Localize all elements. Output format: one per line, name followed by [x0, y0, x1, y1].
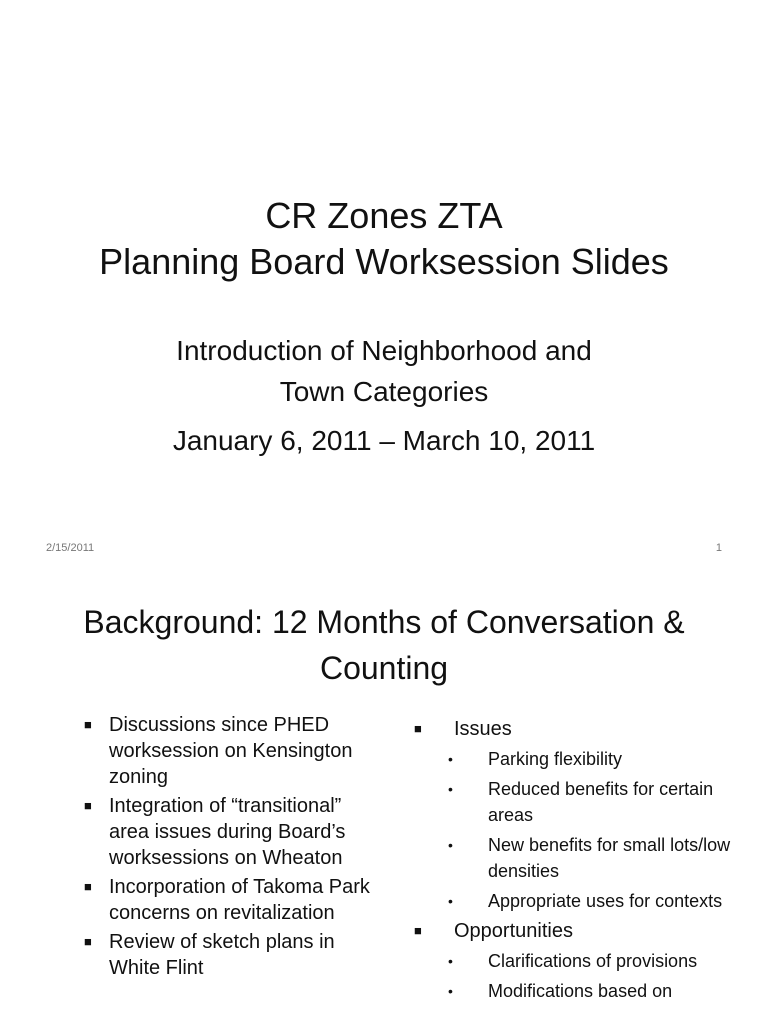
dot-bullet-icon: • — [448, 953, 453, 969]
list-item — [448, 888, 744, 914]
list-item-text: New benefits for small lots/low densities — [488, 835, 731, 881]
list-item — [448, 978, 744, 1004]
opportunities-heading — [414, 918, 744, 944]
square-bullet-icon: ■ — [84, 798, 92, 813]
dot-bullet-icon: • — [448, 751, 453, 767]
list-item — [448, 776, 744, 828]
footer-date: 2/15/2011 — [46, 542, 95, 554]
list-item — [84, 929, 374, 981]
list-item — [448, 948, 744, 974]
list-item — [84, 874, 374, 926]
dot-bullet-icon: • — [448, 983, 453, 999]
dot-bullet-icon: • — [448, 781, 453, 797]
list-item-text: Review of sketch plans in White Flint — [109, 931, 335, 979]
list-item-text: Appropriate uses for contexts — [488, 891, 723, 911]
list-item-text: Discussions since PHED worksession on Kensington zoning — [109, 714, 353, 788]
slide-subtitle — [0, 330, 768, 489]
background-slide — [0, 576, 768, 1024]
list-item-text: Integration of “transitional” area issues during Board’s worksessions on Wheaton — [109, 795, 346, 869]
date-range: January 6, 2011 – March 10, 2011 — [172, 425, 596, 456]
list-item-text: Modifications based on — [488, 981, 673, 1001]
square-bullet-icon: ■ — [414, 721, 422, 736]
issues-label: Issues — [454, 718, 512, 740]
subtitle-line-1: Introduction of Neighborhood and — [176, 335, 592, 366]
slide-number: 1 — [715, 542, 722, 554]
list-item — [84, 712, 374, 790]
left-bullet-list — [84, 712, 374, 984]
subtitle-line-2: Town Categories — [279, 376, 489, 407]
square-bullet-icon: ■ — [84, 717, 92, 732]
issues-heading — [414, 716, 744, 742]
title-line-1: Background: 12 Months of Conversation & — [83, 604, 685, 640]
square-bullet-icon: ■ — [84, 934, 92, 949]
title-line-1: CR Zones ZTA — [265, 195, 503, 236]
dot-bullet-icon: • — [448, 893, 453, 909]
title-line-2: Counting — [319, 650, 449, 686]
list-item — [448, 746, 744, 772]
square-bullet-icon: ■ — [414, 923, 422, 938]
dot-bullet-icon: • — [448, 837, 453, 853]
square-bullet-icon: ■ — [84, 879, 92, 894]
list-item-text: Parking flexibility — [488, 749, 623, 769]
list-item-text: Incorporation of Takoma Park concerns on revitalization — [109, 876, 370, 924]
opportunities-label: Opportunities — [454, 920, 573, 942]
list-item-text: Clarifications of provisions — [488, 951, 698, 971]
list-item — [84, 793, 374, 871]
list-item — [448, 832, 744, 884]
right-bullet-list — [414, 716, 744, 1008]
list-item-text: Reduced benefits for certain areas — [488, 779, 714, 825]
slide-title — [0, 599, 768, 691]
slide-title — [0, 193, 768, 285]
title-line-2: Planning Board Worksession Slides — [99, 241, 669, 282]
